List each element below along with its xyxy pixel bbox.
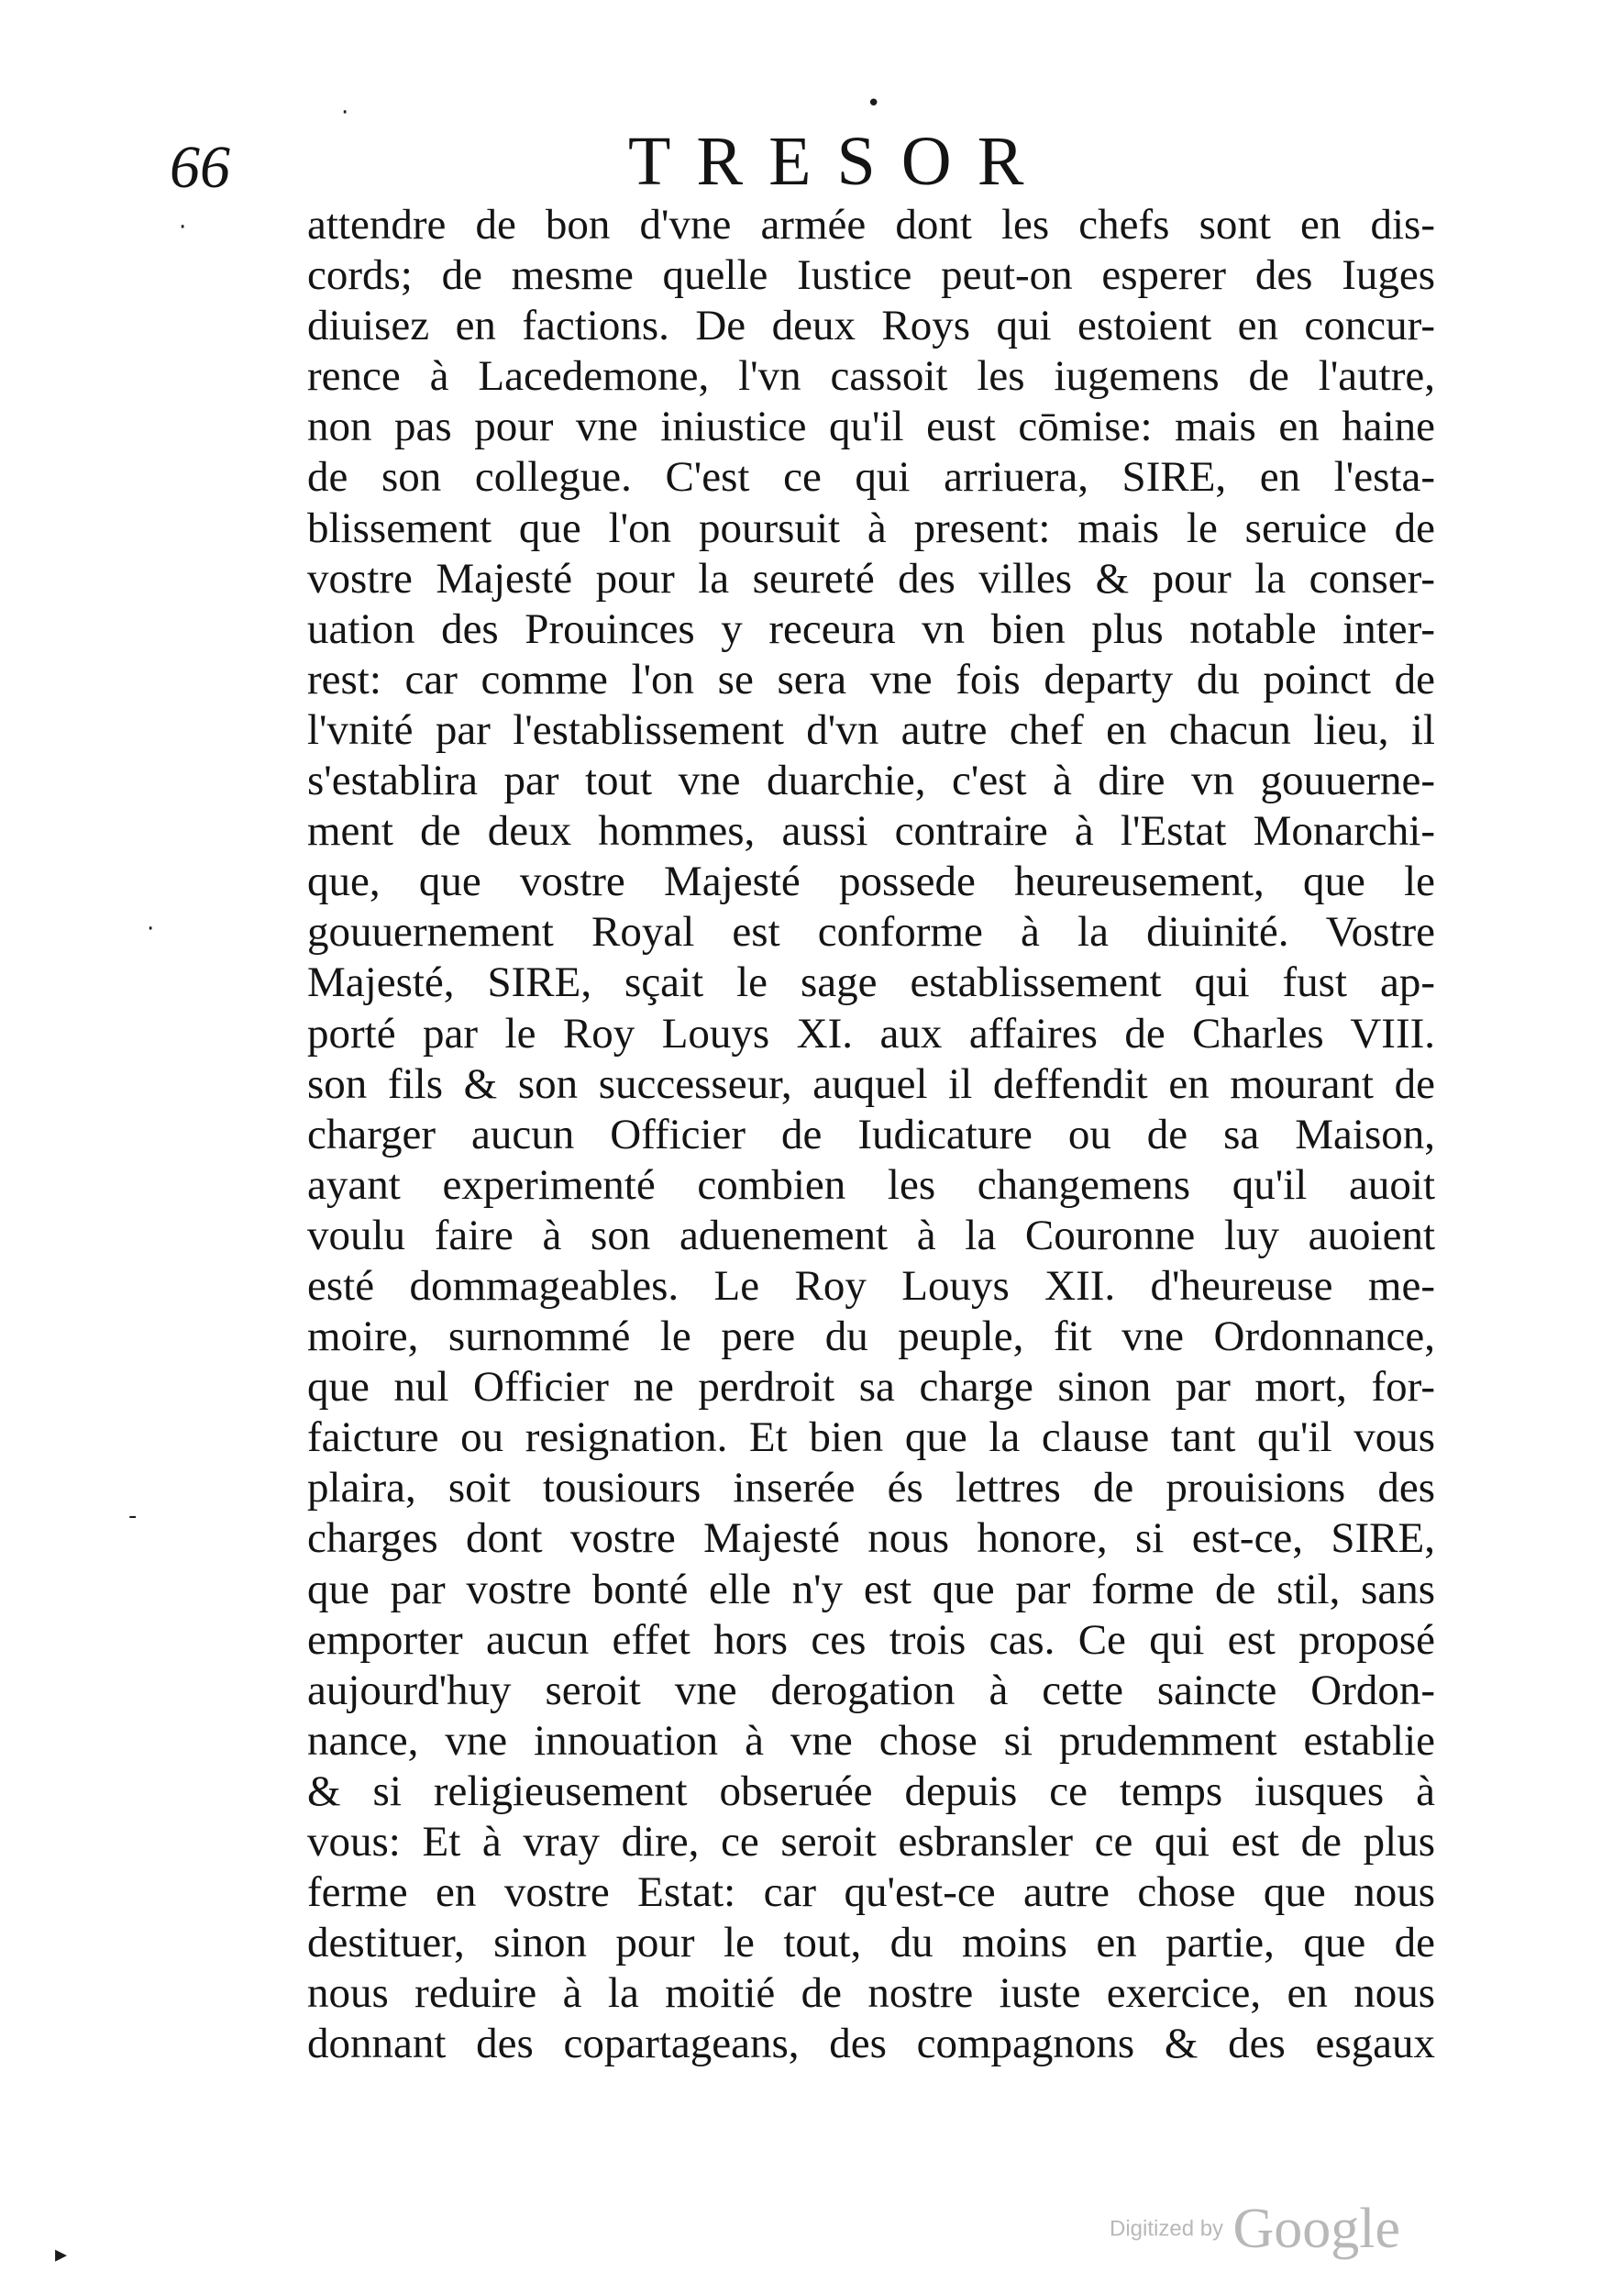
text-line: gouuernement Royal est conforme à la diuinité. Vostre [307, 908, 1435, 957]
text-line: diuisez en factions. De deux Roys qui estoient en concur- [307, 302, 1435, 350]
print-dot: ▸ [55, 2241, 68, 2268]
text-line: emporter aucun effet hors ces trois cas. Ce qui est proposé [307, 1615, 1435, 1664]
print-dot: - [128, 1502, 138, 1530]
text-line: uation des Prouinces y receura vn bien plus notable inter- [307, 604, 1435, 653]
watermark-prefix: Digitized by [1110, 2216, 1224, 2242]
body-text [307, 200, 1435, 2069]
text-line: faicture ou resignation. Et bien que la clause tant qu'il vous [307, 1413, 1435, 1462]
text-line: non pas pour vne iniustice qu'il eust cōmise: mais en haine [307, 403, 1435, 451]
text-line: que, que vostre Majesté possede heureusement, que le [307, 858, 1435, 906]
text-line: l'vnité par l'establissement d'vn autre chef en chacun lieu, il [307, 705, 1435, 754]
page-header [170, 117, 1215, 205]
print-dot: · [147, 915, 155, 943]
text-line: blissement que l'on poursuit à present: mais le seruice de [307, 504, 1435, 552]
text-line: ment de deux hommes, aussi contraire à l'Estat Monarchi- [307, 807, 1435, 856]
text-line: nous reduire à la moitié de nostre iuste exercice, en nous [307, 1969, 1435, 2018]
text-line: de son collegue. C'est ce qui arriuera, SIRE, en l'esta- [307, 453, 1435, 502]
page-number: 66 [170, 134, 230, 201]
text-line: donnant des copartageans, des compagnons & des esgaux [307, 2020, 1435, 2068]
text-line: voulu faire à son aduenement à la Couronne luy auoient [307, 1211, 1435, 1259]
print-dot: · [179, 214, 187, 241]
text-line: & si religieusement obseruée depuis ce temps iusques à [307, 1767, 1435, 1815]
text-line: rence à Lacedemone, l'vn cassoit les iugemens de l'autre, [307, 352, 1435, 401]
watermark-brand: Google [1232, 2198, 1401, 2260]
text-line: destituer, sinon pour le tout, du moins en partie, que de [307, 1919, 1435, 1967]
text-line: cords; de mesme quelle Iustice peut-on esperer des Iuges [307, 251, 1435, 300]
text-line: ferme en vostre Estat: car qu'est-ce autre chose que nous [307, 1868, 1435, 1917]
text-line: moire, surnommé le pere du peuple, fit vne Ordonnance, [307, 1313, 1435, 1361]
text-line: charger aucun Officier de Iudicature ou de sa Maison, [307, 1110, 1435, 1158]
print-dot: • [867, 90, 881, 117]
text-line: attendre de bon d'vne armée dont les chefs sont en dis- [307, 201, 1435, 249]
text-line: vous: Et à vray dire, ce seroit esbransler ce qui est de plus [307, 1818, 1435, 1866]
digitization-watermark [1110, 2197, 1513, 2261]
text-line: charges dont vostre Majesté nous honore, si est-ce, SIRE, [307, 1514, 1435, 1563]
text-line: plaira, soit tousiours inserée és lettres de prouisions des [307, 1464, 1435, 1512]
print-dot: · [341, 99, 349, 127]
text-line: que par vostre bonté elle n'y est que par forme de stil, sans [307, 1565, 1435, 1613]
running-head: TRESOR [628, 123, 1050, 200]
text-line: nance, vne innouation à vne chose si prudemment establie [307, 1716, 1435, 1765]
text-line: Majesté, SIRE, sçait le sage establissement qui fust ap- [307, 958, 1435, 1007]
text-line: porté par le Roy Louys XI. aux affaires de Charles VIII. [307, 1009, 1435, 1058]
text-line: s'establira par tout vne duarchie, c'est à dire vn gouuerne- [307, 757, 1435, 805]
text-line: aujourd'huy seroit vne derogation à cette saincte Ordon- [307, 1666, 1435, 1714]
text-line: son fils & son successeur, auquel il deffendit en mourant de [307, 1059, 1435, 1108]
text-line: rest: car comme l'on se sera vne fois departy du poinct de [307, 655, 1435, 703]
text-line: que nul Officier ne perdroit sa charge sinon par mort, for- [307, 1363, 1435, 1412]
text-line: ayant experimenté combien les changemens qu'il auoit [307, 1160, 1435, 1209]
text-line: esté dommageables. Le Roy Louys XII. d'heureuse me- [307, 1261, 1435, 1310]
text-line: vostre Majesté pour la seureté des villes & pour la conser- [307, 554, 1435, 603]
